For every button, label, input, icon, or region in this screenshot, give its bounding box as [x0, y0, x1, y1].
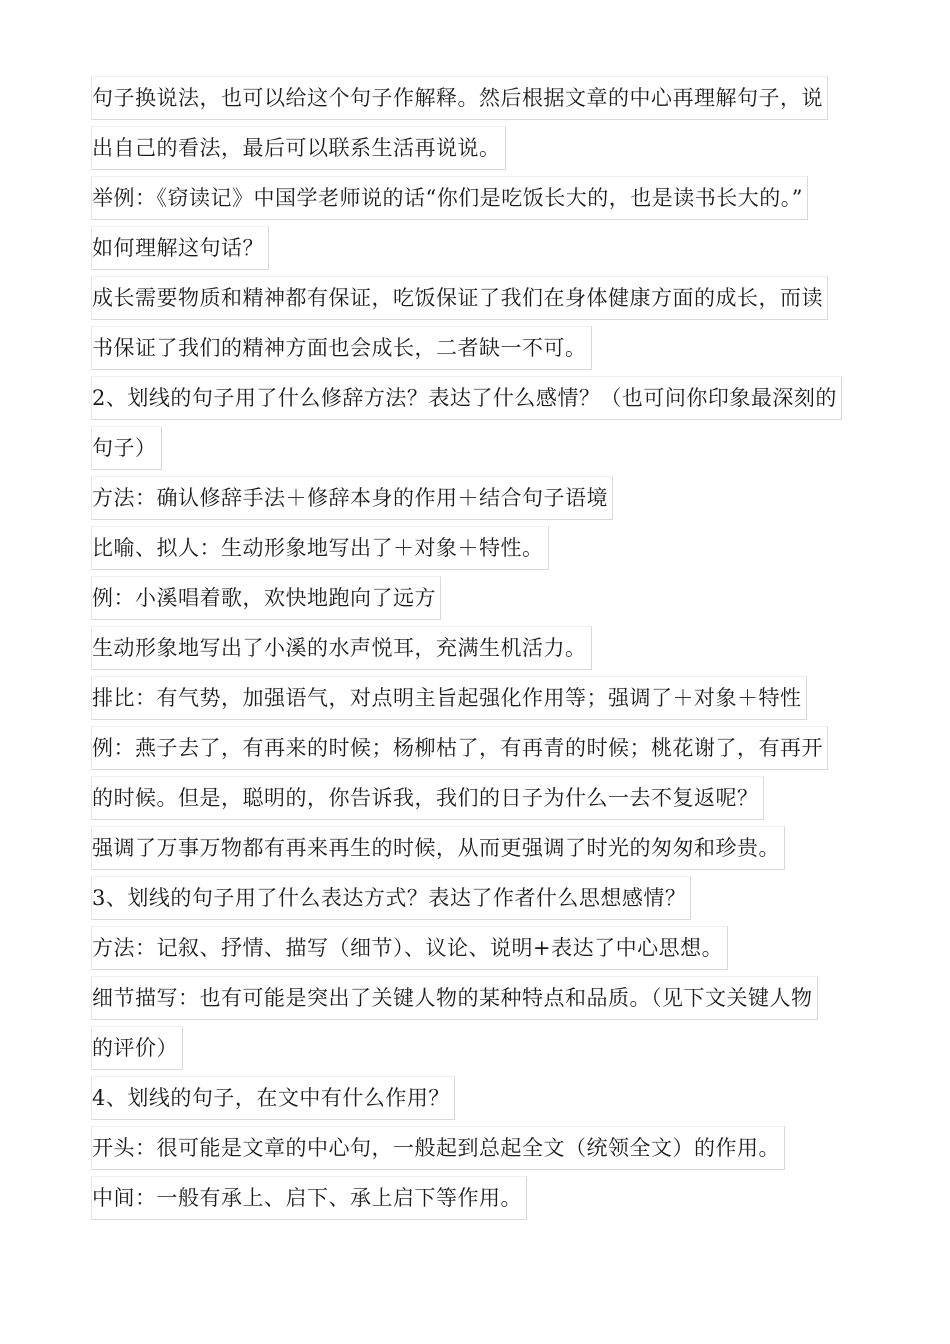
- text-line-13: 排比：有气势，加强语气，对点明主旨起强化作用等；强调了＋对象＋特性: [91, 676, 871, 726]
- question-3-line: 3、划线的句子用了什么表达方式？表达了作者什么思想感情？: [91, 876, 871, 926]
- text-line-4: 如何理解这句话？: [91, 226, 871, 276]
- text-line-2: 出自己的看法，最后可以联系生活再说说。: [91, 126, 871, 176]
- text-line-15: 的时候。但是，聪明的，你告诉我，我们的日子为什么一去不复返呢？: [91, 776, 871, 826]
- document-body: [91, 76, 871, 1226]
- text-line-11: 例：小溪唱着歌，欢快地跑向了远方: [91, 576, 871, 626]
- question-2-line-1: 2、划线的句子用了什么修辞方法？表达了什么感情？（也可问你印象最深刻的: [91, 376, 871, 426]
- text-line-5: 成长需要物质和精神都有保证，吃饭保证了我们在身体健康方面的成长，而读: [91, 276, 871, 326]
- question-4-line: 4、划线的句子，在文中有什么作用？: [91, 1076, 871, 1126]
- text-line-20: 的评价）: [91, 1026, 871, 1076]
- text-line-9: 方法：确认修辞手法＋修辞本身的作用＋结合句子语境: [91, 476, 871, 526]
- text-line-12: 生动形象地写出了小溪的水声悦耳，充满生机活力。: [91, 626, 871, 676]
- text-line-10: 比喻、拟人：生动形象地写出了＋对象＋特性。: [91, 526, 871, 576]
- text-line-14: 例：燕子去了，有再来的时候；杨柳枯了，有再青的时候；桃花谢了，有再开: [91, 726, 871, 776]
- text-line-22: 开头：很可能是文章的中心句，一般起到总起全文（统领全文）的作用。: [91, 1126, 871, 1176]
- text-line-16: 强调了万事万物都有再来再生的时候，从而更强调了时光的匆匆和珍贵。: [91, 826, 871, 876]
- text-line-3: 举例：《窃读记》中国学老师说的话“你们是吃饭长大的，也是读书长大的。”: [91, 176, 871, 226]
- text-line-6: 书保证了我们的精神方面也会成长，二者缺一不可。: [91, 326, 871, 376]
- text-line-23: 中间：一般有承上、启下、承上启下等作用。: [91, 1176, 871, 1226]
- text-line-1: 句子换说法，也可以给这个句子作解释。然后根据文章的中心再理解句子，说: [91, 76, 871, 126]
- text-line-19: 细节描写：也有可能是突出了关键人物的某种特点和品质。（见下文关键人物: [91, 976, 871, 1026]
- text-line-18: 方法：记叙、抒情、描写（细节）、议论、说明+表达了中心思想。: [91, 926, 871, 976]
- question-2-line-2: 句子）: [91, 426, 871, 476]
